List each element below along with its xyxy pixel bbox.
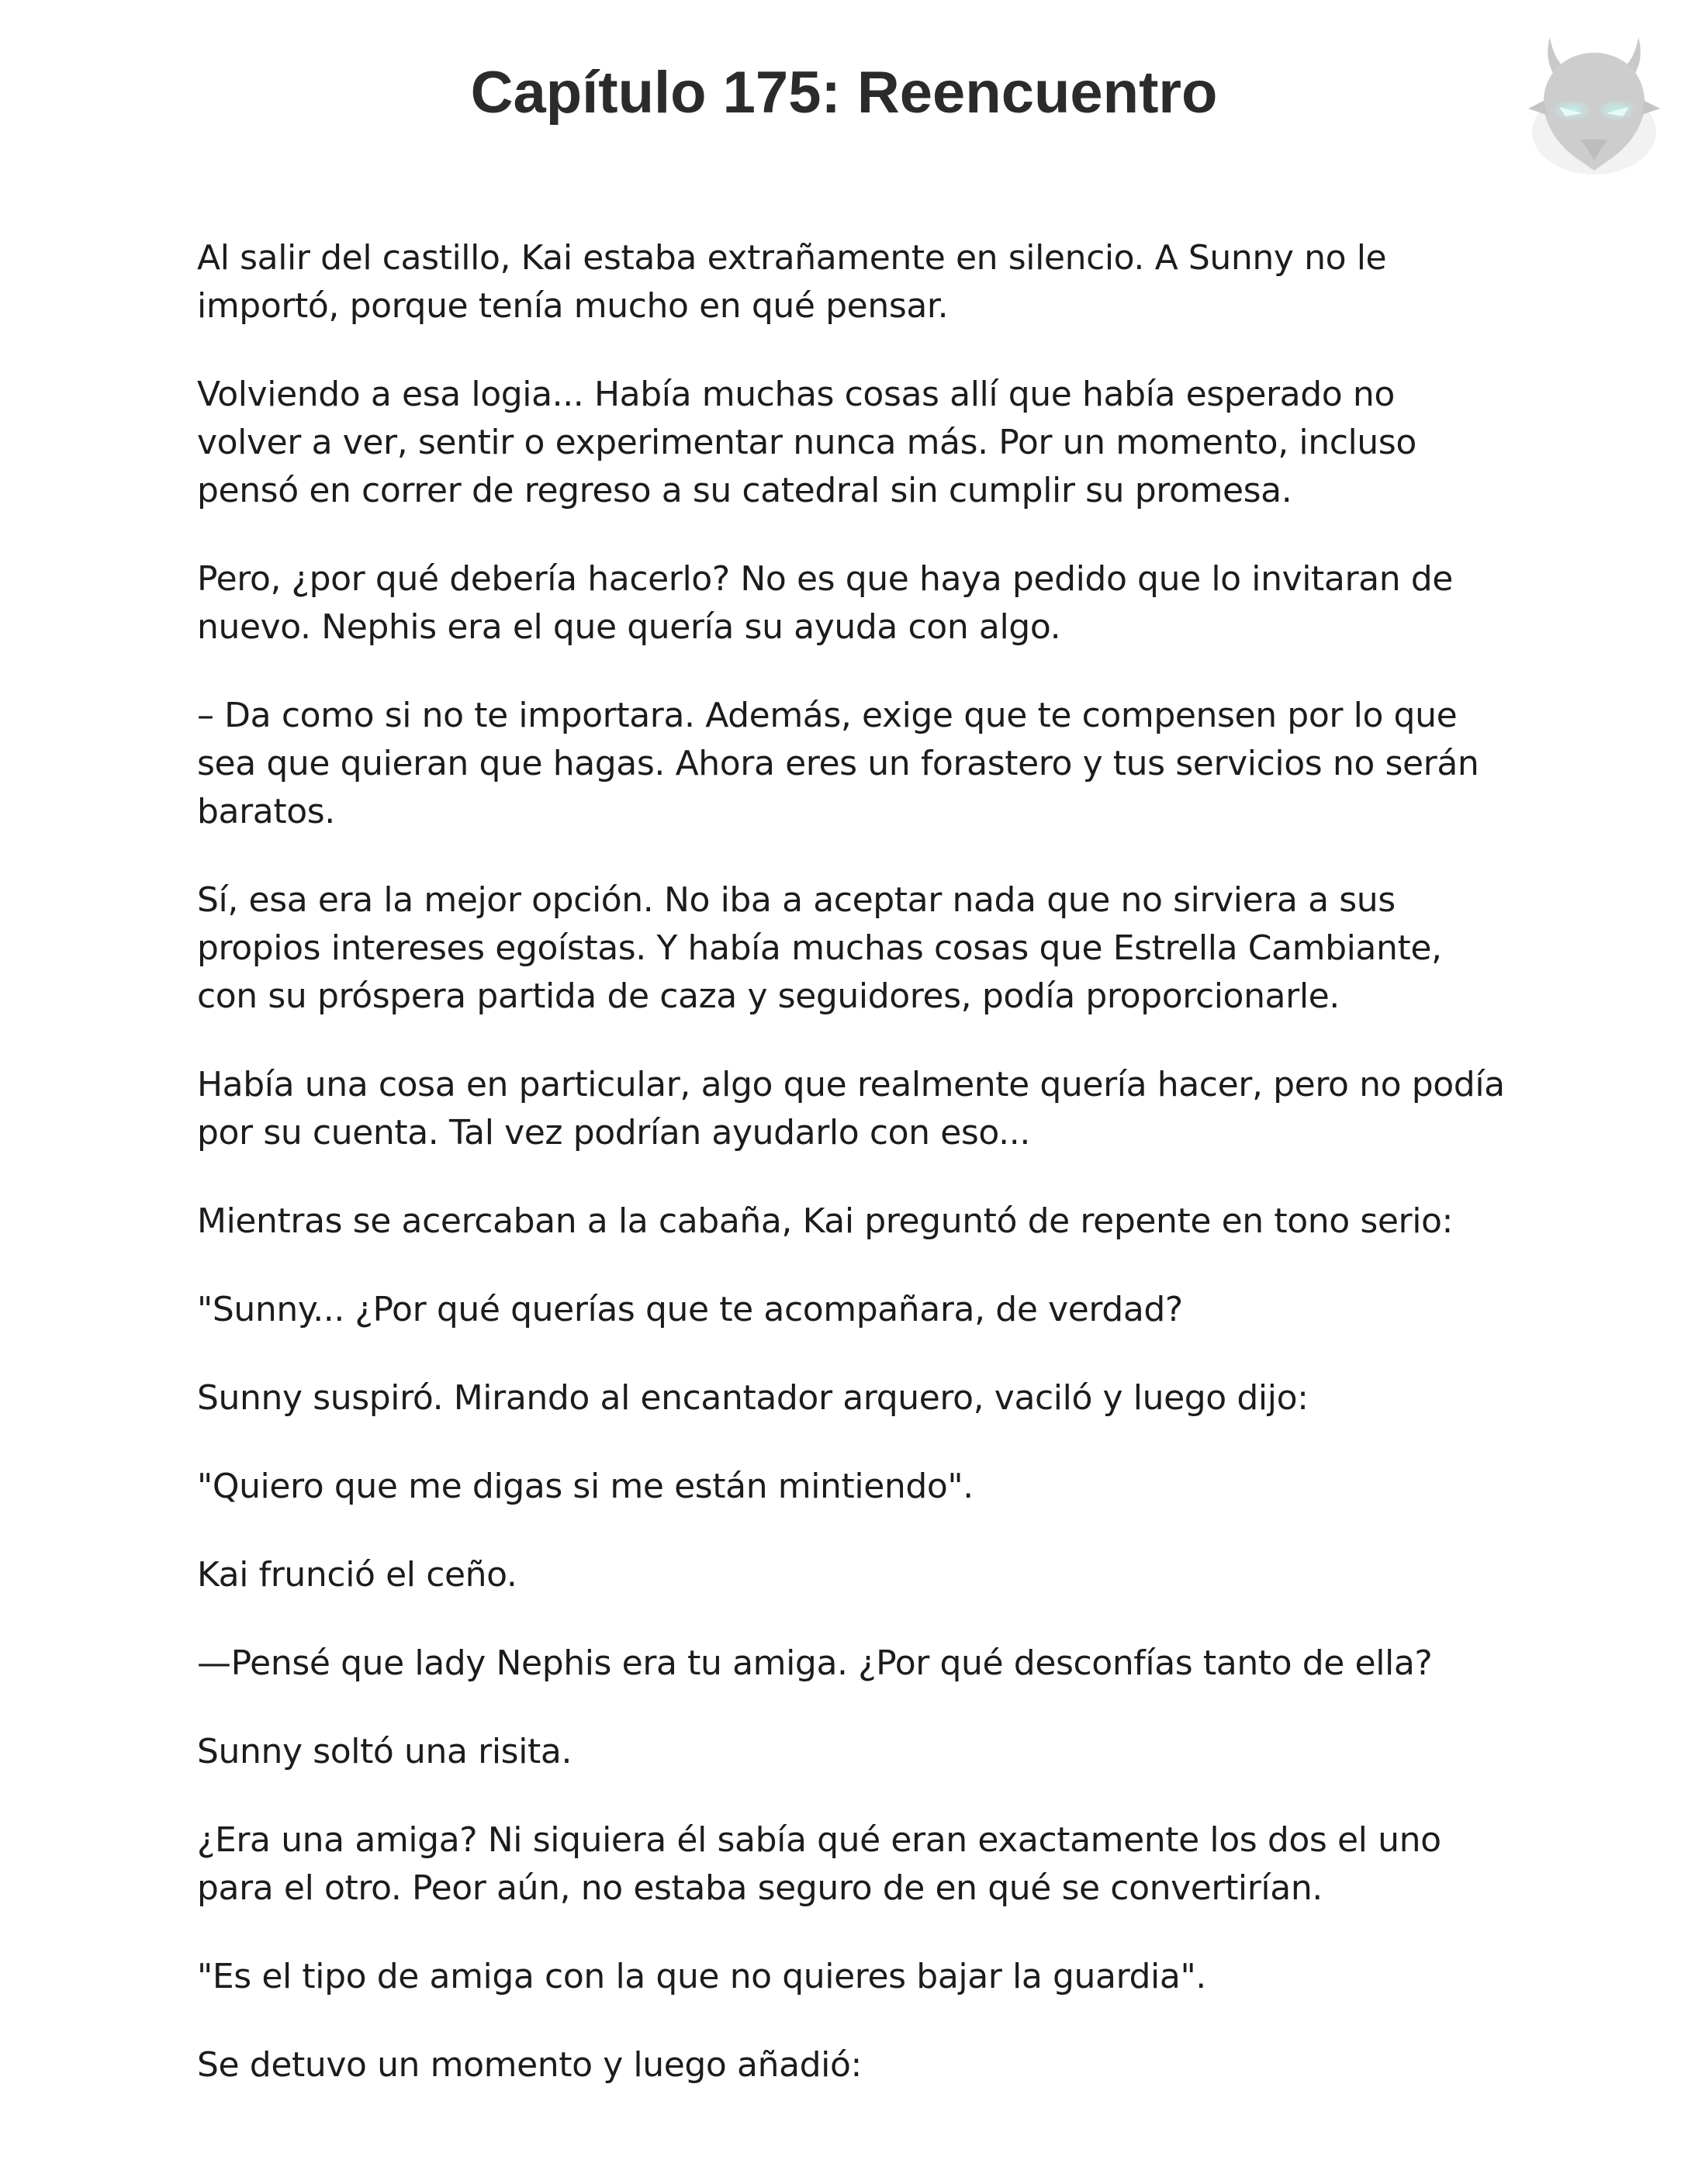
- paragraph: ¿Era una amiga? Ni siquiera él sabía qué eran exactamente los dos el uno para el otro. Peor aún, no estaba seguro de en qué se convertirían.: [197, 1820, 1441, 1908]
- paragraph: Al salir del castillo, Kai estaba extrañamente en silencio. A Sunny no le importó, porque tenía mucho en qué pensar.: [197, 238, 1387, 326]
- paragraph: "Quiero que me digas si me están mintiendo".: [197, 1467, 974, 1506]
- paragraph: Volviendo a esa logia... Había muchas cosas allí que había esperado no volver a ver, sentir o experimentar nunca más. Por un momento, incluso pensó en correr de regreso a su catedral sin cumplir su promesa.: [197, 375, 1416, 510]
- paragraph: "Es el tipo de amiga con la que no quieres bajar la guardia".: [197, 1957, 1206, 1996]
- paragraph: "Sunny... ¿Por qué querías que te acompañara, de verdad?: [197, 1290, 1183, 1329]
- paragraph: Pero, ¿por qué debería hacerlo? No es que haya pedido que lo invitaran de nuevo. Nephis era el que quería su ayuda con algo.: [197, 559, 1453, 647]
- paragraph: Sunny soltó una risita.: [197, 1732, 572, 1771]
- paragraph: Sunny suspiró. Mirando al encantador arquero, vaciló y luego dijo:: [197, 1378, 1309, 1418]
- chapter-title: Capítulo 175: Reencuentro: [470, 60, 1218, 126]
- paragraph: Sí, esa era la mejor opción. No iba a aceptar nada que no sirviera a sus propios intereses egoístas. Y había muchas cosas que Estrella Cambiante, con su próspera partida de caza y seguidores, podía proporcionarle.: [197, 880, 1442, 1016]
- paragraph: Había una cosa en particular, algo que realmente quería hacer, pero no podía por su cuenta. Tal vez podrían ayudarlo con eso...: [197, 1065, 1505, 1152]
- horned-demon-head-icon: [1520, 16, 1668, 186]
- paragraph: Mientras se acercaban a la cabaña, Kai preguntó de repente en tono serio:: [197, 1201, 1453, 1241]
- paragraph: Se detuvo un momento y luego añadió:: [197, 2045, 862, 2085]
- paragraph: – Da como si no te importara. Además, exige que te compensen por lo que sea que quieran que hagas. Ahora eres un forastero y tus servicios no serán baratos.: [197, 696, 1479, 831]
- paragraph: —Pensé que lady Nephis era tu amiga. ¿Por qué desconfías tanto de ella?: [197, 1643, 1433, 1683]
- chapter-body: [197, 234, 1508, 2130]
- paragraph: Kai frunció el ceño.: [197, 1555, 517, 1595]
